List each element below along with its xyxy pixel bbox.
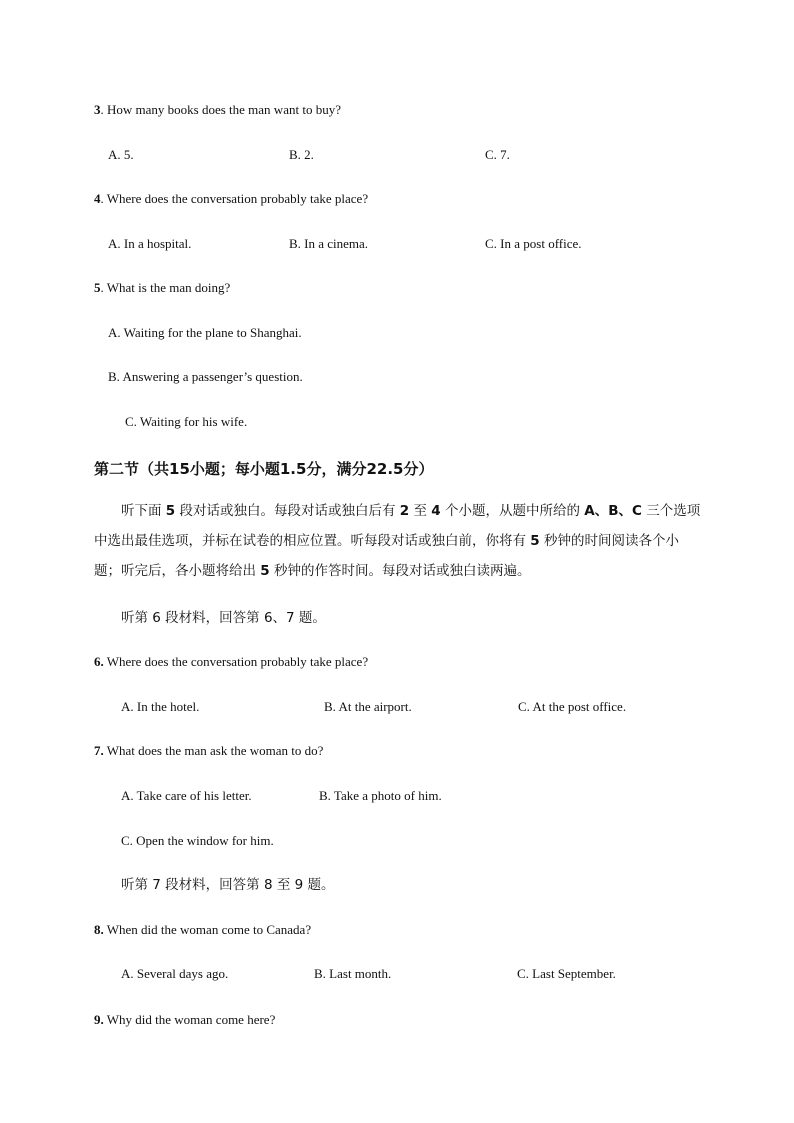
q7-option-c: C. Open the window for him.	[121, 833, 274, 848]
question-text: Why did the woman come here?	[103, 1012, 276, 1027]
passage-6-note: 听第 6 段材料，回答第 6、7 题。	[121, 610, 326, 626]
q7-option-b: B. Take a photo of him.	[319, 788, 442, 803]
q5-option-b: B. Answering a passenger’s question.	[108, 369, 303, 384]
q5-option-a: A. Waiting for the plane to Shanghai.	[108, 325, 302, 340]
question-5	[94, 280, 230, 296]
question-number: 5	[94, 280, 101, 295]
question-text: When did the woman come to Canada?	[103, 922, 312, 937]
section-title: 第二节（共15小题；每小题1.5分，满分22.5分）	[94, 460, 434, 478]
question-8	[94, 922, 311, 938]
passage-7-note: 听第 7 段材料，回答第 8 至 9 题。	[121, 877, 335, 893]
question-text: . How many books does the man want to buy?	[100, 102, 341, 117]
q8-option-a: A. Several days ago.	[121, 966, 229, 981]
section-instructions: 听下面 5 段对话或独白。每段对话或独白后有 2 至 4 个小题，从题中所给的 A、B、C 三个选项中选出最佳选项，并标在试卷的相应位置。听每段对话或独白前，你将有 5 秒钟的时间阅读各个小题；听完后，各小题将给出 5 秒钟的作答时间。每段对话或独白读两遍。	[94, 503, 701, 579]
question-4	[94, 191, 368, 207]
question-number: 3	[94, 102, 101, 117]
question-text: . Where does the conversation probably take place?	[100, 191, 369, 206]
q3-option-c: C. 7.	[485, 147, 510, 162]
q6-option-c: C. At the post office.	[518, 699, 627, 714]
question-number: 4	[94, 191, 101, 206]
q7-option-a: A. Take care of his letter.	[121, 788, 252, 803]
question-text: . What is the man doing?	[100, 280, 231, 295]
q3-option-a: A. 5.	[108, 147, 134, 162]
question-number: 7.	[94, 743, 104, 758]
question-number: 8.	[94, 922, 104, 937]
q3-option-b: B. 2.	[289, 147, 314, 162]
question-3	[94, 102, 341, 118]
q6-option-a: A. In the hotel.	[121, 699, 200, 714]
question-9	[94, 1012, 275, 1028]
q8-option-c: C. Last September.	[517, 966, 616, 981]
q5-option-c: C. Waiting for his wife.	[125, 414, 248, 429]
question-number: 6.	[94, 654, 104, 669]
q4-option-c: C. In a post office.	[485, 236, 582, 251]
q8-option-b: B. Last month.	[314, 966, 392, 981]
question-text: Where does the conversation probably take place?	[103, 654, 369, 669]
question-6	[94, 654, 368, 670]
question-number: 9.	[94, 1012, 104, 1027]
question-text: What does the man ask the woman to do?	[103, 743, 324, 758]
q4-option-b: B. In a cinema.	[289, 236, 369, 251]
q4-option-a: A. In a hospital.	[108, 236, 192, 251]
q6-option-b: B. At the airport.	[324, 699, 412, 714]
question-7	[94, 743, 323, 759]
